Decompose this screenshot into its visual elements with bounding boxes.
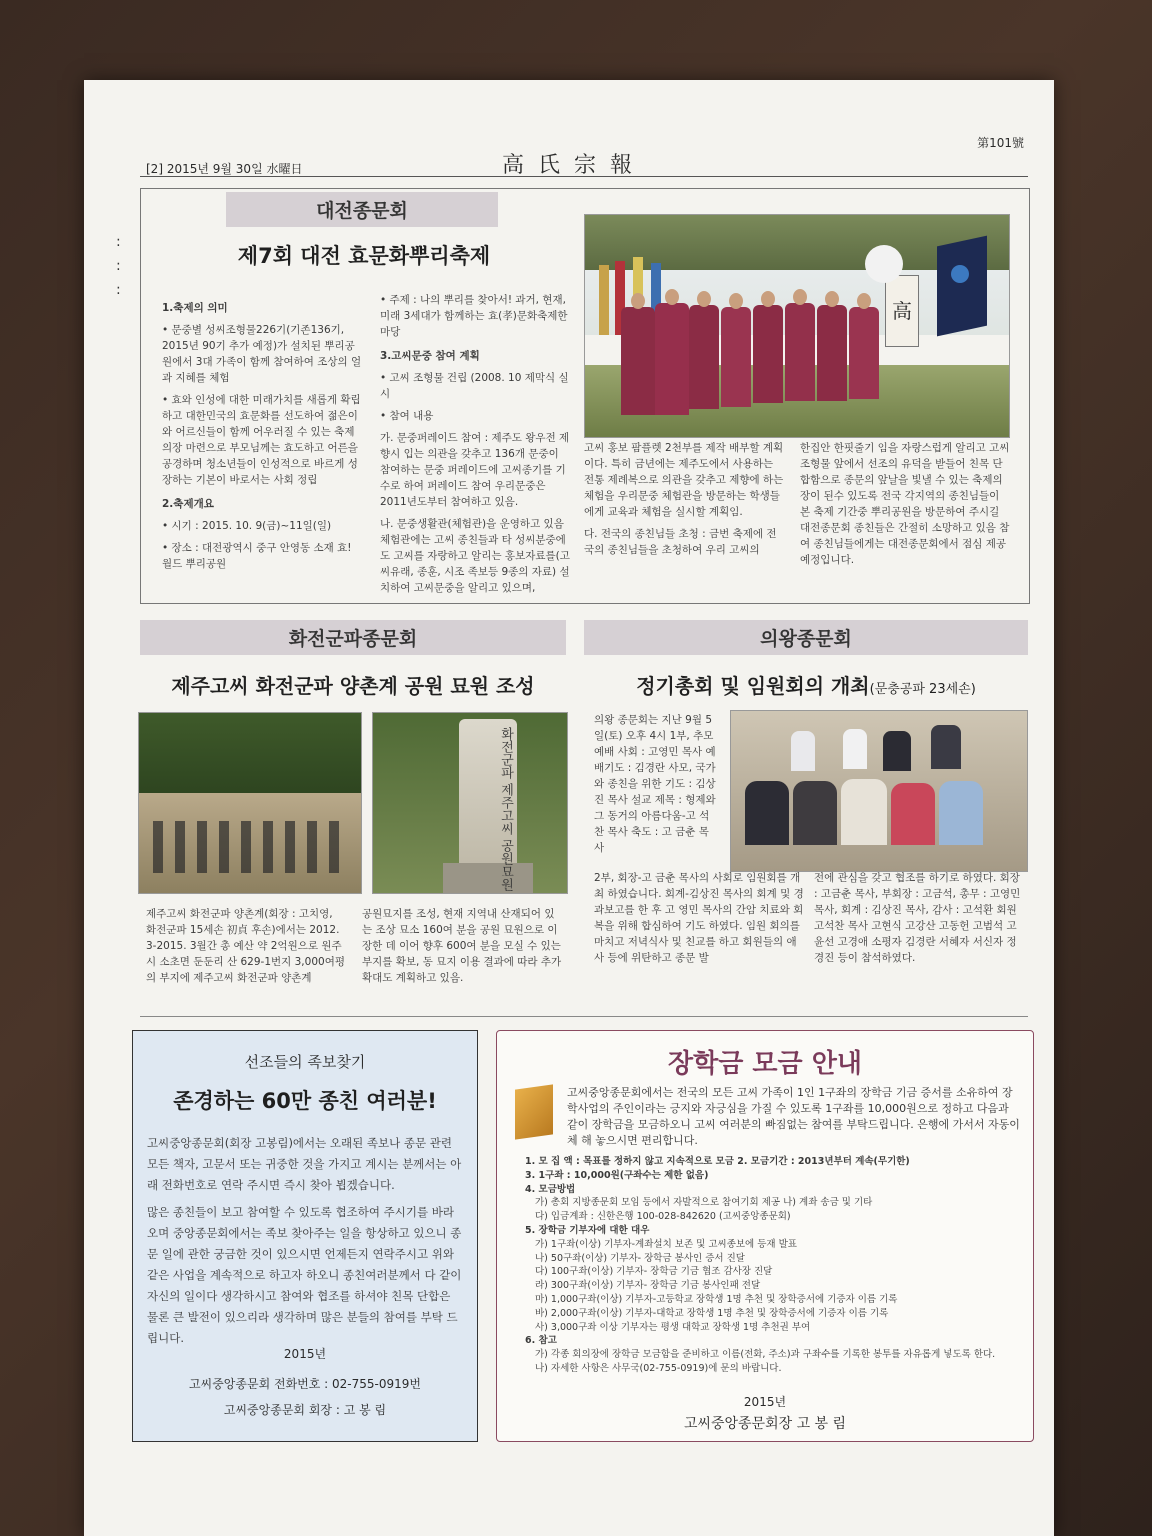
scholarship-notice-box xyxy=(496,1030,1034,1442)
book-icon xyxy=(515,1084,553,1139)
issue-number: 第101號 xyxy=(977,136,1024,150)
paragraph: • 효와 인성에 대한 미래가치를 새롭게 확립하고 대한민국의 효문화를 선도하여 젊은이와 어르신들이 함께 어우러질 수 있는 축제의장 마련으로 부모님께는 효도하고 어른을 공경하며 청소년들이 인성적으로 바르게 성장하는 기본이 바로서는 사회 정립 xyxy=(162,394,361,486)
newspaper-page xyxy=(84,80,1054,1536)
section-rule xyxy=(140,1016,1028,1017)
list-item: 마) 1,000구좌(이상) 기부자-고등학교 장학생 1명 추천 및 장학증서에 기증자 이름 기록 xyxy=(535,1293,898,1305)
scholarship-intro: 고씨중앙종문회에서는 전국의 모든 고씨 가족이 1인 1구좌의 장학금 기금 증서를 소유하여 장학사업의 주인이라는 긍지와 자긍심을 가질 수 있도록 1구좌를 10,000원으로 정하고 다음과 같이 장학금을 모금하오니 고씨 여러분의 빠짐없는 참여를 부탁드립니다. 은행에 가서서 자동이체 해 놓으시면 편리합니다. xyxy=(567,1086,1020,1147)
paragraph: • 장소 : 대전광역시 중구 안영동 소재 효! 월드 뿌리공원 xyxy=(162,542,352,570)
list-item: 가) 총회 지방종문회 모임 등에서 자발적으로 참여기회 제공 나) 계좌 송금 및 기타 xyxy=(535,1197,873,1209)
daejeon-column-1 xyxy=(162,292,362,578)
genealogy-year: 2015년 xyxy=(283,1347,327,1361)
scholarship-year: 2015년 xyxy=(743,1395,787,1409)
list-item: 5. 장학금 기부자에 대한 대우 xyxy=(525,1224,650,1236)
meeting-group-photo xyxy=(730,710,1028,872)
uiwang-column-1: 의왕 종문회는 지난 9월 5일(토) 오후 4시 1부, 추모예배 사회 : 고영민 목사 예배기도 : 김경란 사모, 국가와 종친을 위한 기도 : 김상진 목사 설교 제목 : 형제와 그 동거의 아름다움-고 석찬 목사 축도 : 고 금춘 목사 xyxy=(594,714,716,854)
genealogy-title: 존경하는 60만 종친 여러분! xyxy=(173,1089,437,1113)
daejeon-banner: 대전종문회 xyxy=(226,192,498,227)
list-item: 가) 각종 회의장에 장학금 모금함을 준비하고 이름(전화, 주소)과 구좌수를 기록한 봉투를 자유롭게 넣도록 한다. xyxy=(535,1349,996,1361)
list-item: 3. 1구좌 : 10,000원(구좌수는 제한 없음) xyxy=(525,1169,709,1181)
uiwang-column-3: 전에 관심을 갖고 협조를 하기로 하였다. 회장 : 고금춘 목사, 부회장 : 고금석, 총무 : 고영민 목사, 회계 : 김상진 목사, 감사 : 고석환 회원 고석찬 목사 고현식 고강산 고동헌 고범석 고윤선 고경애 소평자 김경란 서혜자 서신자 정경진 등이 참석하였다. xyxy=(814,872,1021,964)
paragraph: • 주제 : 나의 뿌리를 찾아서! 과거, 현재, 미래 3세대가 함께하는 효(孝)문화축제한마당 xyxy=(380,294,568,338)
issue-date: [2] 2015년 9월 30일 水曜日 xyxy=(146,162,303,176)
hwajeon-banner: 화전군파종문회 xyxy=(140,620,566,655)
memorial-stone-inscription: 화전군파 제주고씨 공원묘원 xyxy=(498,727,513,892)
list-item: 라) 300구좌(이상) 기부자- 장학금 기금 봉사인패 전달 xyxy=(535,1280,761,1292)
genealogy-chairman: 고씨중앙종문회 회장 : 고 봉 림 xyxy=(223,1403,387,1417)
paragraph: • 참여 내용 xyxy=(380,410,434,422)
paragraph: • 시기 : 2015. 10. 9(금)~11일(일) xyxy=(162,520,332,532)
paragraph: 가. 문중퍼레이드 참여 : 제주도 왕우전 제향시 입는 의관을 갖추고 136개 문중이 참여하는 문중 퍼레이드에 고씨종기를 기수로 하여 퍼레이드 참여 우리문중은 2011년도부터 참여하고 있음. xyxy=(380,432,570,508)
genealogy-body: 고씨중앙종문회(회장 고봉림)에서는 오래된 족보나 종문 관련 모든 책자, 고문서 또는 귀중한 것을 가지고 계시는 분께서는 아래 전화번호로 연락 주시면 즉시 찾아 뵙겠습니다. 많은 종친들이 보고 참여할 수 있도록 협조하여 주시기를 바라오며 중앙종문회에서는 족보 찾아주는 일을 항상하고 있으니 종문 일에 관한 궁금한 것이 있으시면 언제든지 연락주시고 위와 같은 사업을 계속적으로 하고자 하오니 종친여러분께서 다 같이 자신의 일이다 생각하시고 참여와 협조를 하셔야 친목 단합은 물론 큰 발전이 있으리라 생각하며 많은 분들의 참여를 부탁 드립니다. xyxy=(147,1136,462,1345)
daejeon-headline: 제7회 대전 효문화뿌리축제 xyxy=(237,244,491,268)
list-item: 4. 모금방법 xyxy=(525,1183,576,1195)
clan-banner-sign: 高 xyxy=(885,275,919,347)
uiwang-headline: 정기총회 및 임원회의 개최(문충공파 23세손) xyxy=(636,674,976,698)
paragraph: • 고씨 조형물 건립 (2008. 10 제막식 실시 xyxy=(380,372,569,400)
list-item: 1. 모 집 액 : 목표를 정하지 않고 지속적으로 모금 2. 모금기간 : 2013년부터 계속(무기한) xyxy=(525,1156,910,1167)
daejeon-column-3: 고씨 홍보 팜플렛 2천부를 제작 배부할 계획이다. 특히 금년에는 제주도에서 사용하는 전통 제례복으로 의관을 갖추고 제향에 하는 체험을 우리문중 체험관을 방문하는 학생들에게 교육과 체험을 실시할 계획임. 다. 전국의 종친님들 초청 : 금번 축제에 전국의 종친님들을 초청하여 우리 고씨의 xyxy=(584,442,784,556)
daejeon-column-4: 한집안 한핏줄기 임을 자랑스럽게 알리고 고씨 조형물 앞에서 선조의 유덕을 받들어 친목 단합함으로 종문의 앞날을 빛낼 수 있는 축제의 장이 된수 있도록 전국 각지역의 종친님들이 본 축제 기간중 뿌리공원을 방문하여 주시길 대전종문회 종친들은 간절히 소망하고 있음 참여 종친님들에게는 대전종문회에서 점심 제공예정입니다. xyxy=(800,442,1010,566)
paragraph: • 문중별 성씨조형물226기(기존136기, 2015년 90기 추가 예정)가 설치된 뿌리공원에서 3대 가족이 함께 참여하여 조상의 얼과 지혜를 체험 xyxy=(162,324,362,384)
list-item: 나) 자세한 사항은 사무국(02-755-0919)에 문의 바랍니다. xyxy=(535,1362,782,1374)
daejeon-column-2 xyxy=(380,292,570,602)
uiwang-column-2: 2부, 회장-고 금춘 목사의 사회로 임원회를 개최 하였습니다. 회계-김상진 목사의 회계 및 경과보고를 한 후 고 영민 목사의 간암 치료와 회복을 위해 합심하여 기도 하였다. 임원 회의를 마치고 저녁식사 및 친교를 하고 회원들의 애사 등에 위탄하고 종문 발 xyxy=(594,872,804,964)
section-heading: 1.축제의 의미 xyxy=(162,302,228,314)
binding-dots: : : : xyxy=(116,234,121,298)
section-heading: 3.고씨문중 참여 계획 xyxy=(380,350,480,362)
memorial-stone-photo xyxy=(372,712,568,894)
cemetery-photo xyxy=(138,712,362,894)
list-item: 가) 1구좌(이상) 기부자-계좌설치 보존 및 고씨종보에 등재 발표 xyxy=(535,1238,797,1250)
scholarship-signature: 고씨중앙종문회장 고 봉 림 xyxy=(683,1416,847,1432)
section-heading: 2.축제개요 xyxy=(162,498,214,510)
genealogy-phone: 고씨중앙종문회 전화번호 : 02-755-0919번 xyxy=(189,1377,421,1391)
genealogy-notice-box xyxy=(132,1030,478,1442)
genealogy-subtitle: 선조들의 족보찾기 xyxy=(244,1053,366,1071)
festival-photo xyxy=(584,214,1010,438)
hwajeon-column-2: 공원묘지를 조성, 현재 지역내 산재되어 있는 조상 묘소 160여 분을 공원 묘원으로 이장한 데 이어 향후 600여 분을 모실 수 있는 부지를 확보, 동 묘지 이용 결과에 따라 추가 확대도 계획하고 있음. xyxy=(362,908,562,984)
scholarship-items xyxy=(525,1155,1021,1376)
scholarship-title: 장학금 모금 안내 xyxy=(668,1049,862,1079)
list-item: 다) 입금계좌 : 신한은행 100-028-842620 (고씨중앙종문회) xyxy=(535,1211,791,1223)
paragraph: 나. 문중생활관(체험관)을 운영하고 있음 체험관에는 고씨 종친들과 타 성씨분중에도 고씨를 자랑하고 알리는 홍보자료를(고씨유래, 종훈, 시조 족보등 9종의 자료) 설치하여 고씨문중을 알리고 있으며, xyxy=(380,518,570,594)
list-item: 다) 100구좌(이상) 기부자- 장학금 기금 협조 감사장 진달 xyxy=(535,1266,773,1278)
uiwang-banner: 의왕종문회 xyxy=(584,620,1028,655)
newspaper-title: 高氏宗報 xyxy=(501,153,646,178)
header-rule xyxy=(140,176,1028,177)
list-item: 사) 3,000구좌 이상 기부자는 평생 대학교 장학생 1명 추천권 부여 xyxy=(535,1321,811,1333)
list-item: 바) 2,000구좌(이상) 기부자-대학교 장학생 1명 추천 및 장학증서에 기증자 이름 기록 xyxy=(535,1307,889,1319)
list-item: 나) 50구좌(이상) 기부자- 장학금 봉사인 증서 진달 xyxy=(535,1252,745,1264)
hwajeon-headline: 제주고씨 화전군파 양촌계 공원 묘원 조성 xyxy=(171,674,535,698)
list-item: 6. 참고 xyxy=(525,1335,557,1347)
hwajeon-column-1: 제주고씨 화전군파 양촌계(회장 : 고치영, 화전군파 15세손 初貞 후손)에서는 2012. 3-2015. 3월간 총 예산 약 2억원으로 원주시 소초면 둔둔리 산 629-1번지 3,000여평의 부지에 제주고씨 화전군파 양촌계 xyxy=(146,908,345,984)
